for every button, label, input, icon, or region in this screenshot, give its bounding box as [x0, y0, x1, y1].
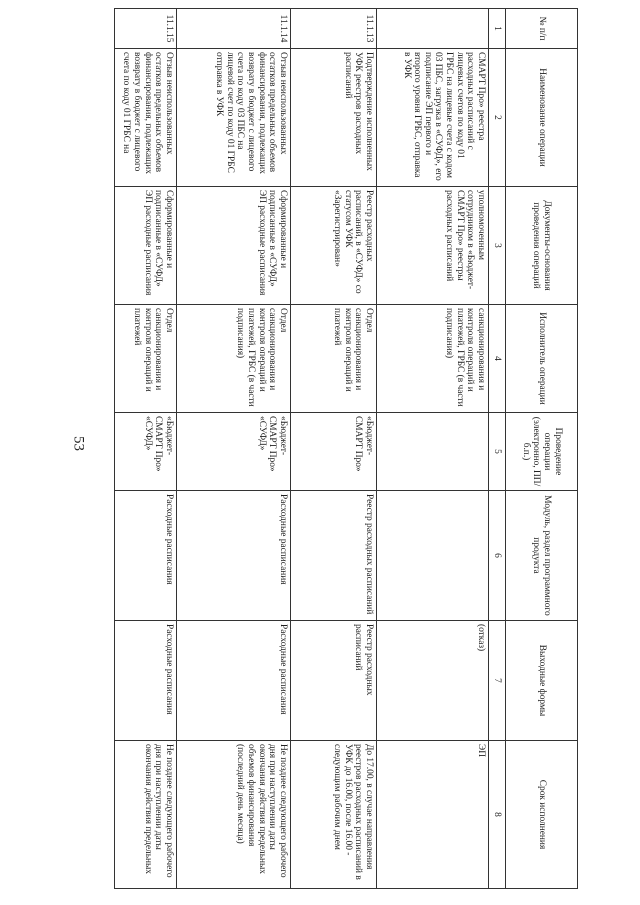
header-cell: Исполнитель операции — [506, 305, 578, 413]
column-number: 1 — [489, 9, 506, 49]
column-number: 8 — [489, 741, 506, 889]
basis-documents: Реестр расходных расписаний, в «СУФД» со статусом УФК «Зарегистрирован» — [291, 187, 377, 305]
column-number: 2 — [489, 49, 506, 187]
row-number — [377, 9, 489, 49]
rotated-table-container — [114, 8, 578, 888]
row-number: 11.1.14 — [177, 9, 291, 49]
operation-executor: Отдел санкционирования и контроля операций и платежей — [291, 305, 377, 413]
operation-method: «Бюджет-СМАРТ Про» — [291, 413, 377, 491]
deadline: Не позднее следующего рабочего дня при наступлении даты окончания действия предельных объемов финансирования (последний день месяца) — [177, 741, 291, 889]
row-number: 11.1.15 — [115, 9, 177, 49]
header-cell: Проведение операции (электронно, ПП/б.п.) — [506, 413, 578, 491]
table-row — [115, 9, 177, 889]
column-number: 6 — [489, 491, 506, 621]
output-forms: (отказ) — [377, 621, 489, 741]
table-header-row — [506, 9, 578, 889]
header-cell: № п/п — [506, 9, 578, 49]
header-cell: Модуль, раздел программного продукта — [506, 491, 578, 621]
operation-executor: Отдел санкционирования и контроля операций и платежей — [115, 305, 177, 413]
operation-name: Подтверждение исполненных УФК реестров расходных расписаний — [291, 49, 377, 187]
deadline: Не позднее следующего рабочего дня при наступлении даты окончания действия предельных — [115, 741, 177, 889]
operation-executor: санкционирования и контроля операций и платежей, ГРБС (в части подписания) — [377, 305, 489, 413]
output-forms: Расходные расписания — [177, 621, 291, 741]
software-module: Расходные расписания — [115, 491, 177, 621]
column-number: 7 — [489, 621, 506, 741]
operation-method: «Бюджет-СМАРТ Про» «СУФД» — [177, 413, 291, 491]
header-cell: Срок исполнения — [506, 741, 578, 889]
header-cell: Выходные формы — [506, 621, 578, 741]
column-number: 4 — [489, 305, 506, 413]
column-number: 3 — [489, 187, 506, 305]
table-row — [291, 9, 377, 889]
table-row — [177, 9, 291, 889]
operation-method: «Бюджет-СМАРТ Про» «СУФД» — [115, 413, 177, 491]
software-module: Расходные расписания — [177, 491, 291, 621]
output-forms: Реестр расходных расписаний — [291, 621, 377, 741]
basis-documents: Сформированные и подписанные в «СУФД» ЭП расходные расписания — [177, 187, 291, 305]
operation-method — [377, 413, 489, 491]
basis-documents: уполномоченным сотрудником в «Бюджет-СМАРТ Про» реестры расходных расписаний — [377, 187, 489, 305]
basis-documents: Сформированные и подписанные в «СУФД» ЭП расходные расписания — [115, 187, 177, 305]
output-forms: Расходные расписания — [115, 621, 177, 741]
row-number: 11.1.13 — [291, 9, 377, 49]
operation-executor: Отдел санкционирования и контроля операций и платежей, ГРБС (в части подписания) — [177, 305, 291, 413]
software-module: Реестр расходных расписаний — [291, 491, 377, 621]
page-number: 53 — [70, 436, 87, 451]
operation-name: СМАРТ Про» реестра расходных расписаний с лицевых счетов по коду 01 ГРБС на лицевые счета с кодом 03 ПБС, загрузка в «СУФД», его подписание ЭП первого и второго уровня ГРБС, отправка в УФК — [377, 49, 489, 187]
column-number: 5 — [489, 413, 506, 491]
header-cell: Наименование операции — [506, 49, 578, 187]
deadline: До 17.00, в случае направления реестров расходных расписаний в УФК до 16.00, после 16.00 - следующим рабочим днем — [291, 741, 377, 889]
operation-name: Отзыв неиспользованных остатков предельных объемов финансирования, подлежащих возврату в бюджет с лицевого счета по коду 01 ГРБС на — [115, 49, 177, 187]
deadline: ЭП — [377, 741, 489, 889]
header-cell: Документы-основания проведения операций — [506, 187, 578, 305]
software-module — [377, 491, 489, 621]
table-row — [377, 9, 489, 889]
operation-name: Отзыв неиспользованных остатков предельных объемов финансирования, подлежащих возврату в бюджет с лицевого счета по коду 03 ПБС на лицевой счет по коду 01 ГРБС отправка в УФК — [177, 49, 291, 187]
operations-table — [114, 8, 578, 889]
column-number-row — [489, 9, 506, 889]
